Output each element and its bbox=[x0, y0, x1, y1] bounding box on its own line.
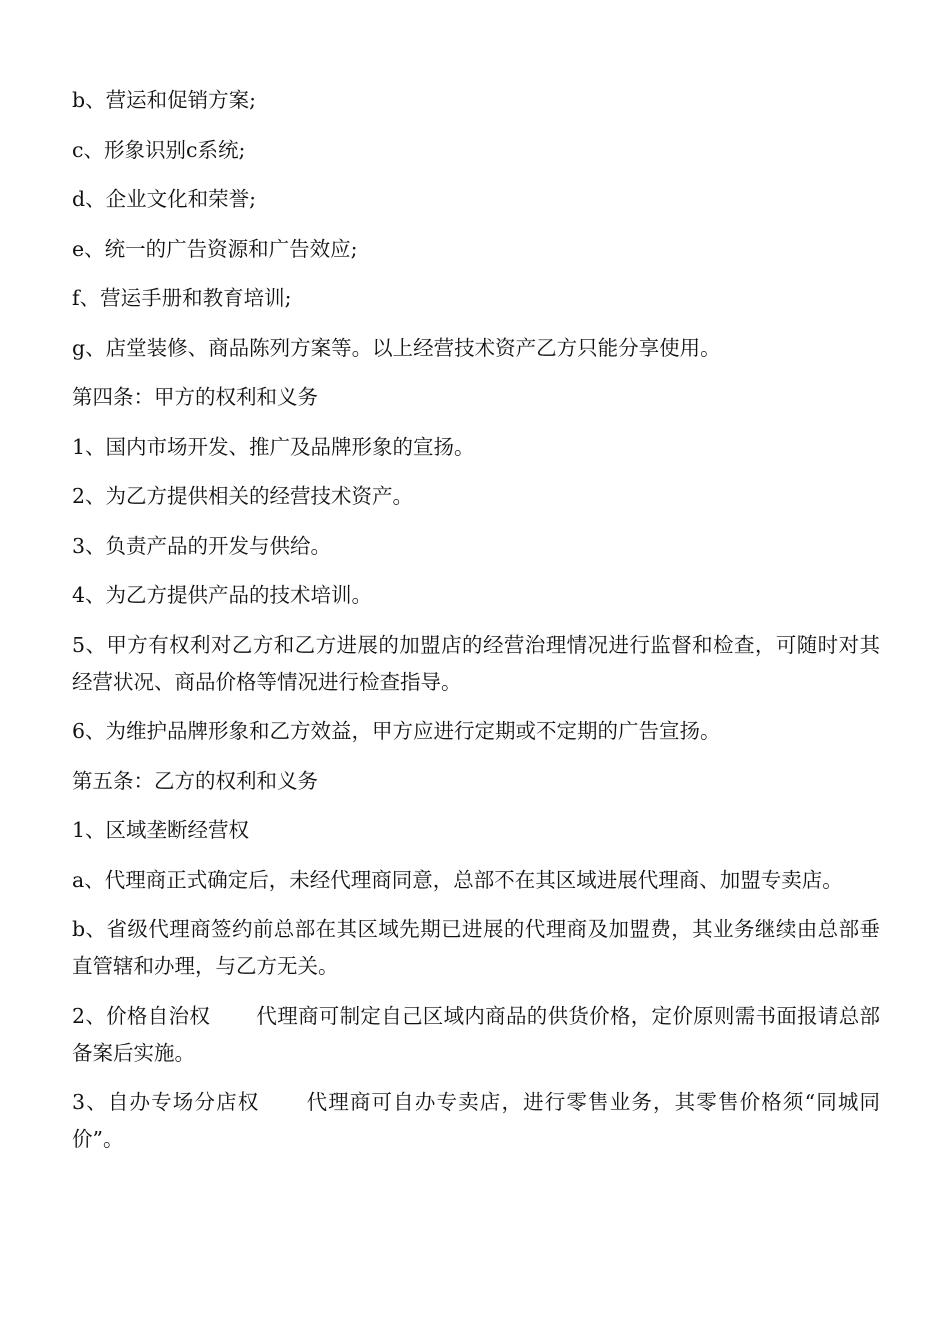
article-4-item-3: 3、负责产品的开发与供给。 bbox=[72, 533, 332, 558]
article-4-item-6: 6、为维护品牌形象和乙方效益，甲方应进行定期或不定期的广告宣扬。 bbox=[72, 719, 721, 743]
article-5-item-3 bbox=[72, 1084, 880, 1158]
list-item-g: g、店堂装修、商品陈列方案等。以上经营技术资产乙方只能分享使用。 bbox=[72, 335, 721, 360]
list-item-e: e、统一的广告资源和广告效应; bbox=[72, 236, 358, 261]
document-page bbox=[72, 82, 880, 1171]
item-3-body: 代理商可自办专卖店，进行零售业务，其零售价格须“同城同价”。 bbox=[72, 1090, 881, 1151]
list-item-d: d、企业文化和荣誉; bbox=[72, 187, 257, 211]
article-5-item-2 bbox=[72, 998, 880, 1072]
article-4-item-2: 2、为乙方提供相关的经营技术资产。 bbox=[72, 484, 414, 508]
article-4-heading: 第四条：甲方的权利和义务 bbox=[72, 385, 318, 409]
article-5-item-1a: a、代理商正式确定后，未经代理商同意，总部不在其区域进展代理商、加盟专卖店。 bbox=[72, 867, 843, 892]
item-2-heading: 2、价格自治权 bbox=[72, 1003, 211, 1028]
list-item-c: c、形象识别c系统; bbox=[72, 137, 246, 162]
item-3-heading: 3、自办专场分店权 bbox=[72, 1090, 260, 1114]
article-5-heading: 第五条：乙方的权利和义务 bbox=[72, 768, 318, 793]
item-2-body: 代理商可制定自己区域内商品的供货价格，定价原则需书面报请总部备案后实施。 bbox=[72, 1003, 881, 1065]
list-item-f: f、营运手册和教育培训; bbox=[72, 286, 292, 310]
article-4-item-1: 1、国内市场开发、推广及品牌形象的宣扬。 bbox=[72, 434, 475, 459]
article-4-item-4: 4、为乙方提供产品的技术培训。 bbox=[72, 583, 373, 607]
article-4-item-5: 5、甲方有权利对乙方和乙方进展的加盟店的经营治理情况进行监督和检查，可随时对其经营状况、商品价格等情况进行检查指导。 bbox=[72, 632, 880, 694]
article-5-item-1b: b、省级代理商签约前总部在其区域先期已进展的代理商及加盟费，其业务继续由总部垂直管辖和办理，与乙方无关。 bbox=[72, 917, 880, 978]
article-5-item-1: 1、区域垄断经营权 bbox=[72, 818, 250, 842]
list-item-b: b、营运和促销方案; bbox=[72, 88, 257, 112]
